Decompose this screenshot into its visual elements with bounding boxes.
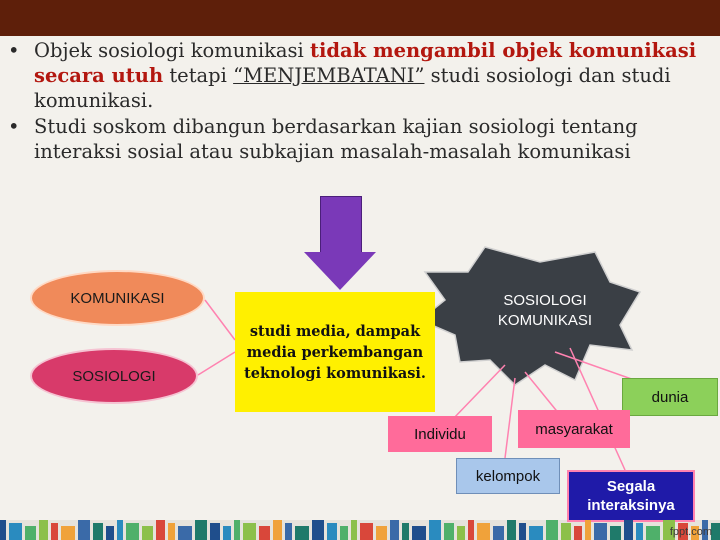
studi-media-label: studi media, dampak media perkembangan teknologi komunikasi. <box>244 322 426 382</box>
footer-brand: fppt.com <box>669 526 712 538</box>
stripe-segment <box>711 523 720 540</box>
sosiologi-komunikasi-label-box <box>480 286 610 336</box>
bullet-text-1-red: tidak mengambil objek komunikasi secara utuh <box>34 39 697 87</box>
stripe-segment <box>574 526 582 540</box>
segala-interaksinya-label: Segala interaksinya <box>587 478 675 514</box>
stripe-segment <box>51 523 58 540</box>
stripe-segment <box>93 523 103 540</box>
stripe-segment <box>327 523 337 540</box>
oval-sosiologi <box>30 348 198 404</box>
connector-line <box>525 372 560 415</box>
stripe-segment <box>234 520 240 540</box>
bullet-text-2: Studi soskom dibangun berdasarkan kajian sosiologi tentang interaksi sosial atau subkajian masalah-masalah komunikasi <box>34 115 638 163</box>
segala-interaksinya-box <box>567 470 695 522</box>
stripe-segment <box>61 526 75 540</box>
stripe-segment <box>507 520 516 540</box>
stripe-segment <box>0 520 6 540</box>
sosiologi-komunikasi-label: SOSIOLOGI KOMUNIKASI <box>497 292 593 329</box>
stripe-segment <box>243 523 256 540</box>
stripe-segment <box>106 526 114 540</box>
stripe-segment <box>429 520 441 540</box>
stripe-segment <box>468 520 474 540</box>
studi-media-box <box>235 292 435 412</box>
bullet-dot: • <box>8 115 20 138</box>
connector-line <box>205 300 235 340</box>
stripe-segment <box>210 523 220 540</box>
stripe-segment <box>312 520 324 540</box>
bullet-text-1b: tetapi <box>163 64 234 87</box>
stripe-segment <box>223 526 231 540</box>
stripe-segment <box>561 523 571 540</box>
stripe-segment <box>25 526 36 540</box>
bullet-text-1-underlined: “MENJEMBATANI” <box>233 64 425 87</box>
stripe-segment <box>585 520 591 540</box>
stripe-segment <box>646 526 660 540</box>
oval-komunikasi-label: KOMUNIKASI <box>70 289 165 307</box>
masyarakat-box <box>518 410 630 448</box>
oval-sosiologi-label: SOSIOLOGI <box>72 367 156 385</box>
stripe-segment <box>195 520 207 540</box>
individu-label: Individu <box>414 425 466 443</box>
stripe-segment <box>273 520 282 540</box>
connector-line <box>452 365 505 420</box>
stripe-segment <box>594 523 607 540</box>
stripe-segment <box>126 523 139 540</box>
stripe-segment <box>39 520 48 540</box>
stripe-segment <box>351 520 357 540</box>
stripe-segment <box>457 526 465 540</box>
stripe-segment <box>168 523 175 540</box>
masyarakat-label: masyarakat <box>535 420 613 438</box>
kelompok-label: kelompok <box>475 467 541 485</box>
oval-komunikasi <box>30 270 205 326</box>
connector-line <box>505 378 515 458</box>
decorative-stripe-bar <box>0 520 720 540</box>
stripe-segment <box>546 520 558 540</box>
stripe-segment <box>285 523 292 540</box>
individu-box <box>388 416 492 452</box>
bullet-text-1c: studi sosiologi dan studi komunikasi. <box>34 64 671 112</box>
stripe-segment <box>477 523 490 540</box>
stripe-segment <box>636 523 643 540</box>
stripe-segment <box>444 523 454 540</box>
stripe-segment <box>519 523 526 540</box>
kelompok-box <box>456 458 560 494</box>
stripe-segment <box>624 520 633 540</box>
stripe-segment <box>178 526 192 540</box>
stripe-segment <box>412 526 426 540</box>
stripe-segment <box>610 526 621 540</box>
stripe-segment <box>117 520 123 540</box>
stripe-segment <box>295 526 309 540</box>
stripe-segment <box>142 526 153 540</box>
stripe-segment <box>529 526 543 540</box>
stripe-segment <box>360 523 373 540</box>
bullet-dot: • <box>8 39 20 62</box>
stripe-segment <box>259 526 270 540</box>
connector-line <box>198 352 235 375</box>
bullet-text-1a: Objek sosiologi komunikasi <box>34 39 310 62</box>
stripe-segment <box>78 520 90 540</box>
dunia-box <box>622 378 718 416</box>
stripe-segment <box>390 520 399 540</box>
dunia-label: dunia <box>651 388 689 406</box>
stripe-segment <box>376 526 387 540</box>
stripe-segment <box>493 526 504 540</box>
stripe-segment <box>340 526 348 540</box>
stripe-segment <box>9 523 22 540</box>
stripe-segment <box>402 523 409 540</box>
stripe-segment <box>156 520 165 540</box>
